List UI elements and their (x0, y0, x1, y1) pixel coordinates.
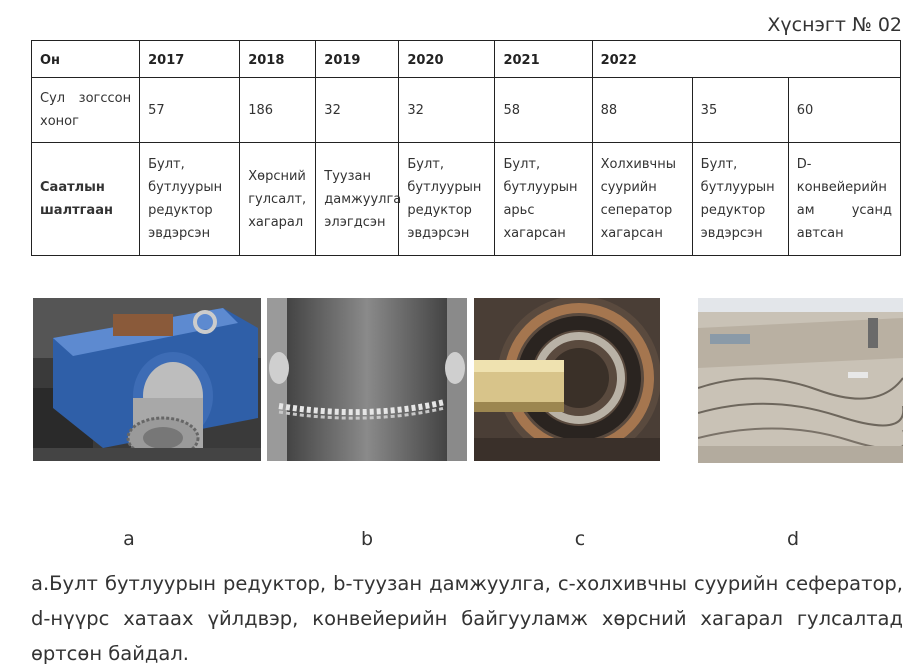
header-year: 2017 (140, 41, 240, 78)
row-label: Сул зогссон хоног (32, 78, 140, 143)
gear-reducer-photo (33, 298, 261, 461)
photo-label-d: d (786, 528, 800, 550)
table-cell: 60 (788, 78, 900, 143)
header-label: Он (32, 41, 140, 78)
header-year: 2022 (592, 41, 900, 78)
table-cell: Булт, бутлуурын редуктор эвдэрсэн (399, 143, 495, 256)
table-cell: 32 (316, 78, 399, 143)
table-cell: 32 (399, 78, 495, 143)
table-cell: 186 (240, 78, 316, 143)
table-cell: 35 (692, 78, 788, 143)
photo-label-a: a (123, 528, 135, 550)
table-cell: Булт, бутлуурын редуктор эвдэрсэн (140, 143, 240, 256)
table-cell: Туузан дамжуулга элэгдсэн (316, 143, 399, 256)
table-row-downtime-days (32, 78, 901, 143)
table-cell: 88 (592, 78, 692, 143)
header-year: 2019 (316, 41, 399, 78)
photo-label-c: c (574, 528, 586, 550)
downtime-table (31, 40, 901, 256)
table-cell: 57 (140, 78, 240, 143)
row-label: Саатлын шалтгаан (32, 143, 140, 256)
photo-label-b: b (360, 528, 374, 550)
figure-caption: a.Булт бутлуурын редуктор, b-туузан дамжуулга, c-холхивчны суурийн сеферaтор, d-нүүрс хатаах үйлдвэр, конвейерийн байгууламж хөрсний хагарал гулсалтад өртсөн байдал. (31, 572, 903, 665)
header-year: 2020 (399, 41, 495, 78)
table-cell: 58 (495, 78, 592, 143)
table-cell: D- конвейерийн ам усанд автсан (788, 143, 900, 256)
table-cell: Булт, бутлуурын арьс хагарсан (495, 143, 592, 256)
table-header-row (32, 41, 901, 78)
table-cell: Холхивчны суурийн сеператор хагарсан (592, 143, 692, 256)
table-cell: Булт, бутлуурын редуктор эвдэрсэн (692, 143, 788, 256)
bearing-separator-photo (474, 298, 660, 461)
header-year: 2018 (240, 41, 316, 78)
appendix-label: Хүснэгт № 02 (767, 14, 902, 36)
landslide-aerial-photo (698, 298, 903, 463)
table-row-cause (32, 143, 901, 256)
table-cell: Хөрсний гулсалт, хагарал (240, 143, 316, 256)
conveyor-belt-photo (267, 298, 467, 461)
header-year: 2021 (495, 41, 592, 78)
